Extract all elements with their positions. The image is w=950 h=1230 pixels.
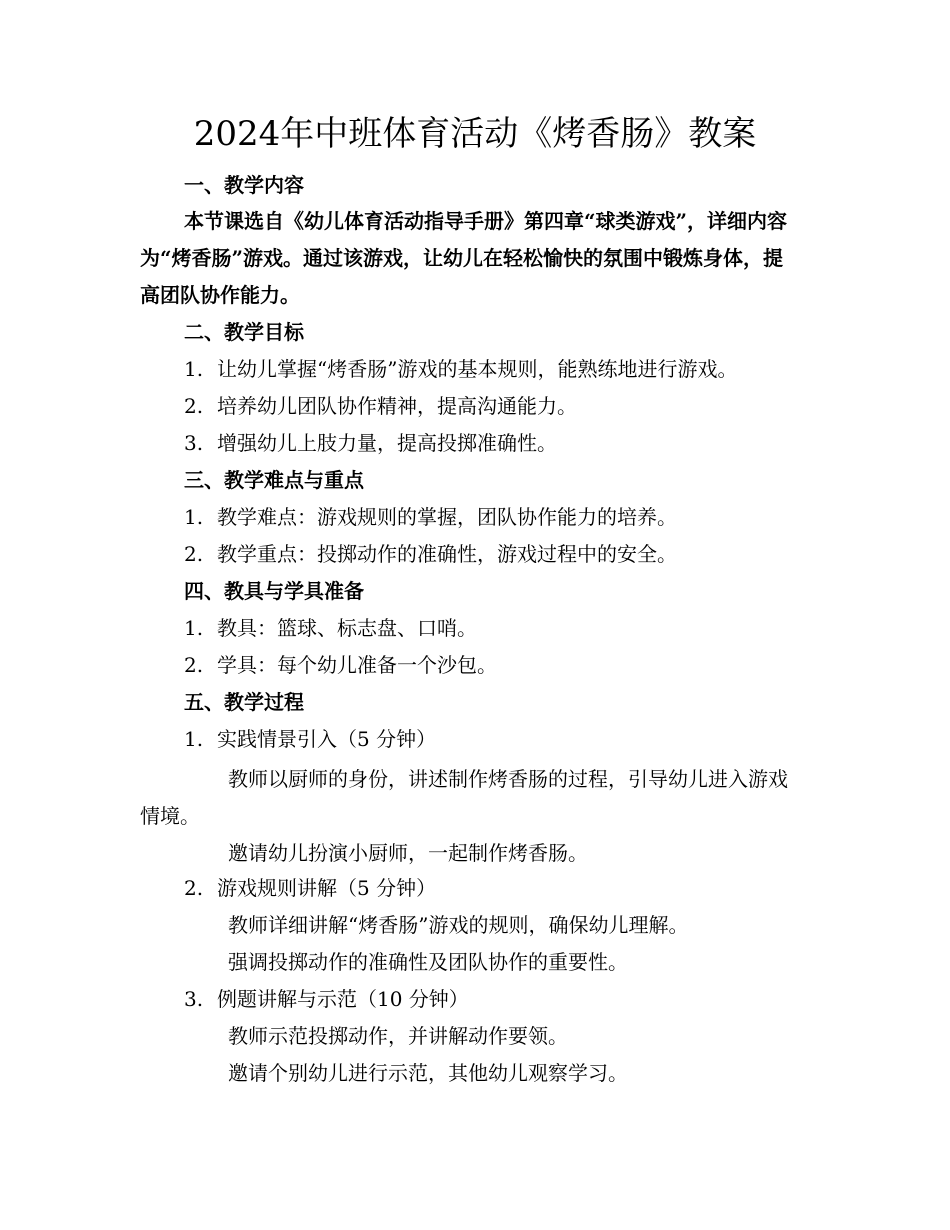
step-text: 实践情景引入（5 分钟） — [217, 727, 437, 751]
list-item — [184, 392, 864, 420]
step-number: 3. — [184, 987, 204, 1011]
step-item — [184, 985, 864, 1013]
list-number: 3. — [184, 431, 204, 455]
list-item — [184, 503, 864, 531]
step-detail: 教师以厨师的身份，讲述制作烤香肠的过程，引导幼儿进入游戏情境。 — [140, 767, 788, 828]
list-text: 教学难点：游戏规则的掌握，团队协作能力的培养。 — [217, 505, 677, 529]
step-detail: 邀请幼儿扮演小厨师，一起制作烤香肠。 — [228, 841, 588, 865]
step-number: 2. — [184, 876, 204, 900]
list-text: 教具：篮球、标志盘、口哨。 — [217, 616, 477, 640]
section-heading-content: 一、教学内容 — [184, 173, 304, 197]
step-number: 1. — [184, 727, 204, 751]
list-item — [184, 355, 864, 383]
list-number: 1. — [184, 616, 204, 640]
list-item — [184, 614, 864, 642]
step-detail: 强调投掷动作的准确性及团队协作的重要性。 — [228, 950, 628, 974]
section-heading-objectives: 二、教学目标 — [184, 320, 304, 344]
list-number: 2. — [184, 394, 204, 418]
section-content-paragraph: 本节课选自《幼儿体育活动指导手册》第四章“球类游戏”，详细内容为“烤香肠”游戏。通过该游戏，让幼儿在轻松愉快的氛围中锻炼身体，提高团队协作能力。 — [140, 209, 788, 307]
list-text: 教学重点：投掷动作的准确性，游戏过程中的安全。 — [217, 542, 677, 566]
list-item — [184, 540, 864, 568]
step-item — [184, 725, 864, 753]
list-text: 学具：每个幼儿准备一个沙包。 — [217, 653, 497, 677]
list-text: 增强幼儿上肢力量，提高投掷准确性。 — [217, 431, 557, 455]
list-number: 2. — [184, 542, 204, 566]
section-heading-process: 五、教学过程 — [184, 690, 304, 714]
list-number: 1. — [184, 357, 204, 381]
list-number: 2. — [184, 653, 204, 677]
step-item — [184, 874, 864, 902]
step-detail: 教师示范投掷动作，并讲解动作要领。 — [228, 1024, 568, 1048]
step-detail: 邀请个别幼儿进行示范，其他幼儿观察学习。 — [228, 1061, 628, 1085]
step-detail: 教师详细讲解“烤香肠”游戏的规则，确保幼儿理解。 — [228, 913, 689, 937]
document-title: 2024年中班体育活动《烤香肠》教案 — [193, 114, 757, 154]
section-heading-key-points: 三、教学难点与重点 — [184, 468, 364, 492]
section-heading-materials: 四、教具与学具准备 — [184, 579, 364, 603]
list-number: 1. — [184, 505, 204, 529]
list-item — [184, 651, 864, 679]
step-text: 游戏规则讲解（5 分钟） — [217, 876, 437, 900]
list-text: 让幼儿掌握“烤香肠”游戏的基本规则，能熟练地进行游戏。 — [217, 357, 738, 381]
step-text: 例题讲解与示范（10 分钟） — [217, 987, 469, 1011]
list-text: 培养幼儿团队协作精神，提高沟通能力。 — [217, 394, 577, 418]
list-item — [184, 429, 864, 457]
